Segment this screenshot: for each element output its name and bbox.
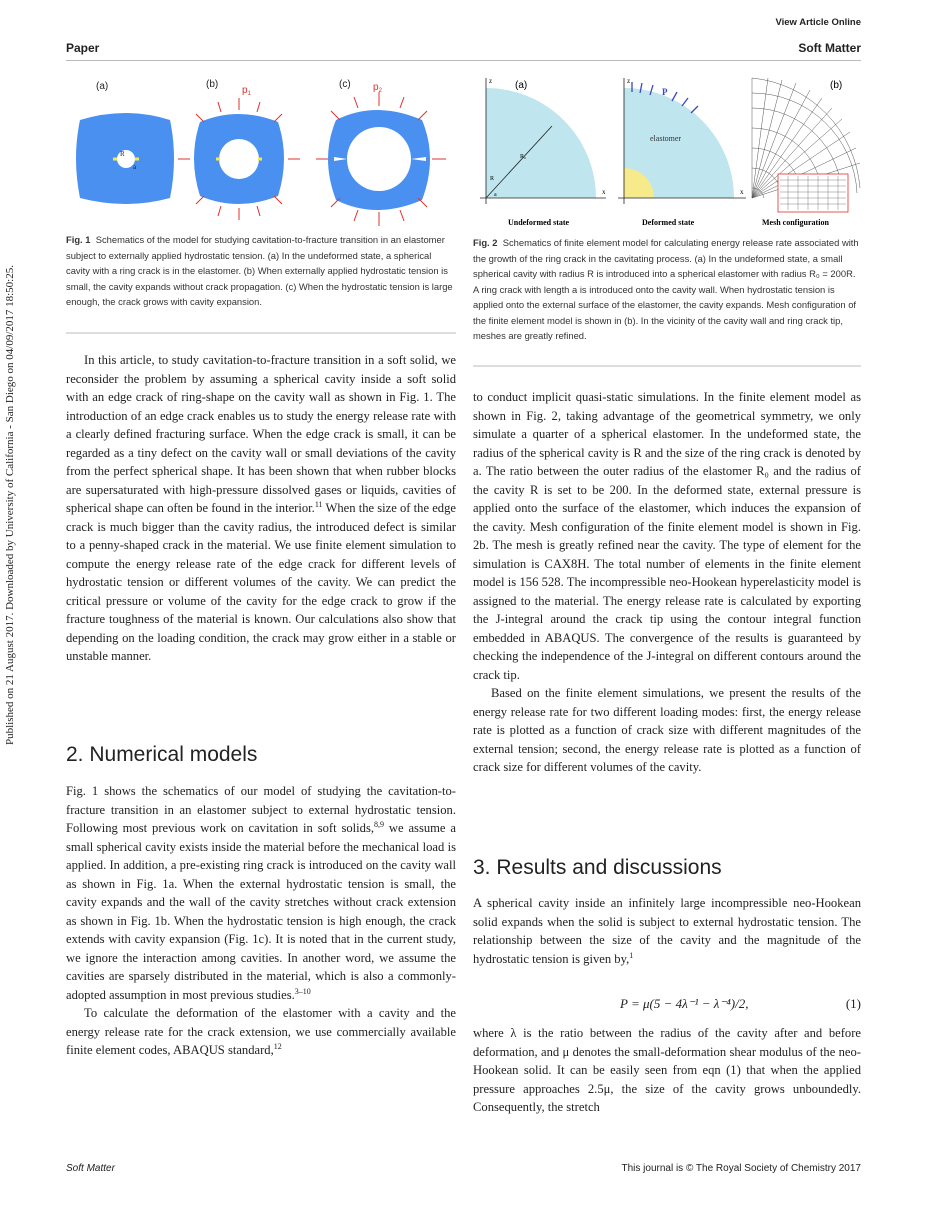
fig2-mesh-label: Mesh configuration: [762, 218, 829, 227]
fig2a-R0-label: R₀: [520, 154, 527, 160]
fig1-caption: [66, 232, 456, 310]
results-intro-paragraph: Based on the finite element simulations, we present the results of the energy release rate for two different loading modes: first, the energy release rate is plotted as a function of crack size with different magnitudes of the external tension; second, the energy release rate is plotted as a function of crack size for different volumes of the cavity.: [473, 686, 861, 774]
section-3-paragraph-1: A spherical cavity inside an infinitely large incompressible neo-Hookean solid expands when the solid is subject to external hydrostatic tension. The relationship between the size of the cavity and the magnitude of the hydrostatic tension is given by,$^1$: [473, 896, 861, 966]
fig2a-x-axis: x: [602, 188, 606, 196]
figure-1: [66, 70, 461, 230]
fig1-rule: [66, 332, 456, 334]
section-2-paragraph-2: To calculate the deformation of the elastomer with a cavity and the energy release rate for the crack extension, we use commercially available finite element codes, ABAQUS standard,$^{12}$: [66, 1006, 456, 1057]
published-sidebar: [4, 200, 22, 745]
fig1b-cavity: [219, 139, 259, 179]
fig2-elastomer-label: elastomer: [650, 134, 682, 143]
fig2a-z-axis: z: [489, 77, 493, 85]
section-3-heading: 3. Results and discussions: [473, 856, 722, 879]
figure-2: [472, 68, 862, 228]
section-2-paragraph-1: Fig. 1 shows the schematics of our model of studying the cavitation-to-fracture transition in an elastomer subject to external hydrostatic tension. Following most previous work on cavitation in soft solids,$^{8,9}$ we assume a small spherical cavity exists inside the material before the mechanical load is applied. In addition, a pre-existing ring crack is introduced on the cavity wall as shown in Fig. 1a. When the external hydrostatic tension is small, the cavity expands and the wall of the cavity stretches without crack extension as shown in Fig. 1b. When the hydrostatic tension is high enough, the crack extends with cavity expansion (Fig. 1c). It is noted that in the current study, we ignore the interaction among cavities. In another word, we assume the cavities are sparsely distributed in the material, which is also a commonly-adopted assumption in most previous studies.$^{3-10}$: [66, 784, 456, 1002]
fig2b-x-axis: x: [740, 188, 744, 196]
fig2a-a-label: a: [494, 192, 497, 198]
fig2-caption-label: Fig. 2: [473, 237, 498, 248]
fig2-caption: [473, 235, 861, 344]
journal-name: Soft Matter: [798, 41, 861, 55]
header-divider: [66, 60, 861, 61]
fig1-panel-b-label: (b): [206, 79, 219, 90]
fig1-panel-c-label: (c): [339, 79, 351, 90]
right-column-body: [473, 388, 861, 777]
fig1-caption-label: Fig. 1: [66, 234, 91, 245]
published-note: Published on 21 August 2017. Downloaded by University of California - San Diego on 04/09/2017 18:50:25.: [4, 265, 16, 745]
fig2-caption-text: Schematics of finite element model for calculating energy release rate associated with the growth of the ring crack in the cavitating process. (a) In the undeformed state, a small spherical cavity with radius R is introduced into a spherical elastomer with radius R₀ = 200R. A ring crack with length a is introduced onto the cavity wall. When hydrostatic tension is applied onto the external surface of the elastomer, the cavity expands. Mesh configuration of the finite element model is shown in (b). In the vicinity of the cavity wall and ring crack tip, meshes are greatly refined.: [473, 237, 859, 341]
article-type: Paper: [66, 41, 100, 55]
fig2-P-label: P: [662, 87, 668, 97]
section-3-paragraph-2: where λ is the ratio between the radius of the cavity after and before deformation, and μ denotes the small-deformation shear modulus of the neo-Hookean solid. It can be easily seen from eqn (1) that when the applied pressure approaches 2.5μ, the size of the cavity grows unboundedly. Consequently, the stretch: [473, 1026, 861, 1114]
fig1-p1-label: $p_1$: [242, 85, 251, 97]
fig1c-cavity: [347, 127, 411, 191]
equation-1: P = μ(5 − 4λ⁻¹ − λ⁻⁴)/2,: [620, 996, 749, 1011]
view-article-online-link[interactable]: View Article Online: [775, 17, 861, 28]
footer-copyright: This journal is © The Royal Society of Chemistry 2017: [621, 1163, 861, 1174]
section-3-body-2: [473, 1024, 861, 1117]
fig1-caption-text: Schematics of the model for studying cavitation-to-fracture transition in an elastomer subject to externally applied hydrostatic tension. (a) In the undeformed state, a spherical cavity with a ring crack is in the elastomer. (b) When externally applied hydrostatic tension is small, the cavity expands without crack propagation. (c) When the hydrostatic tension is large enough, the crack grows with cavity expansion.: [66, 234, 453, 307]
fig1a-a-label: a: [133, 163, 137, 171]
equation-1-number: (1): [845, 996, 861, 1011]
fig2b-z-axis: z: [627, 77, 631, 85]
fig1a-R-label: R: [120, 150, 125, 158]
fig2-deformed-label: Deformed state: [642, 218, 695, 227]
section-2-body: [66, 782, 456, 1060]
section-3-body: [473, 894, 861, 968]
fe-model-paragraph: to conduct implicit quasi-static simulations. In the finite element model as shown in Fig. 2, taking advantage of the geometrical symmetry, we only simulate a quarter of a spherical elastomer. In the undeformed state, the radius of the spherical cavity is R and the size of the ring crack is denoted by a. The ratio between the outer radius of the elastomer R₀ and the radius of the cavity R is set to be 200. In the deformed state, external pressure is applied onto the surface of the elastomer, which induces the expansion of the cavity. Mesh configuration of the finite element model is shown in Fig. 2b. The mesh is greatly refined near the cavity. The type of element for the simulation is CAX8H. The total number of elements in the finite element model is 156 528. The incompressible neo-Hookean hyperelasticity model is assigned to the material. The energy release rate is calculated by exporting the J-integral around the crack tip using the contour integral function embedded in ABAQUS. The convergence of the results is guaranteed by checking the independence of the J-integral on different contours around the crack tip.: [473, 390, 861, 682]
fig2-undeformed-elastomer: [486, 88, 596, 198]
fig2a-R-label: R: [490, 176, 495, 182]
intro-paragraph: In this article, to study cavitation-to-fracture transition in a soft solid, we reconsider the problem by assuming a spherical cavity inside a soft solid with an edge crack of ring-shape on the cavity wall as shown in Fig. 1. The introduction of an edge crack enables us to study the energy release rate with a clearly defined fracturing surface. When the edge crack is small, it can be regarded as a tiny defect on the cavity wall or small deviations of the cavity from the perfect spherical shape. It has been shown that when rubber blocks are supersaturated with high-pressure dissolved gases or liquids, cavities of spherical shape can often be found in the interior.$^{11}$ When the size of the edge crack is much bigger than the cavity radius, the introduced defect is similar to a penny-shaped crack in the material. We use finite element simulation to compute the energy release rate of the edge crack for different levels of hydrostatic tension or different volumes of the cavity. We can predict the critical pressure or volume of the cavity for the edge crack to grow if the fracture toughness of the material is known. Our calculations also show that depending on the loading condition, the crack may grow either in a stable or unstable manner.: [66, 353, 456, 663]
fig2-panel-b-label: (b): [830, 80, 843, 91]
fig2-mesh-zoom-box: [778, 174, 848, 212]
section-2-heading: 2. Numerical models: [66, 743, 258, 766]
fig1-p2-label: $p_2$: [373, 82, 382, 94]
fig2-undeformed-label: Undeformed state: [508, 218, 570, 227]
intro-section: [66, 351, 456, 666]
footer-journal: Soft Matter: [66, 1163, 115, 1174]
fig2-panel-a-label: (a): [515, 80, 528, 91]
fig1-panel-a-label: (a): [96, 81, 109, 92]
fig2-rule: [473, 365, 861, 367]
